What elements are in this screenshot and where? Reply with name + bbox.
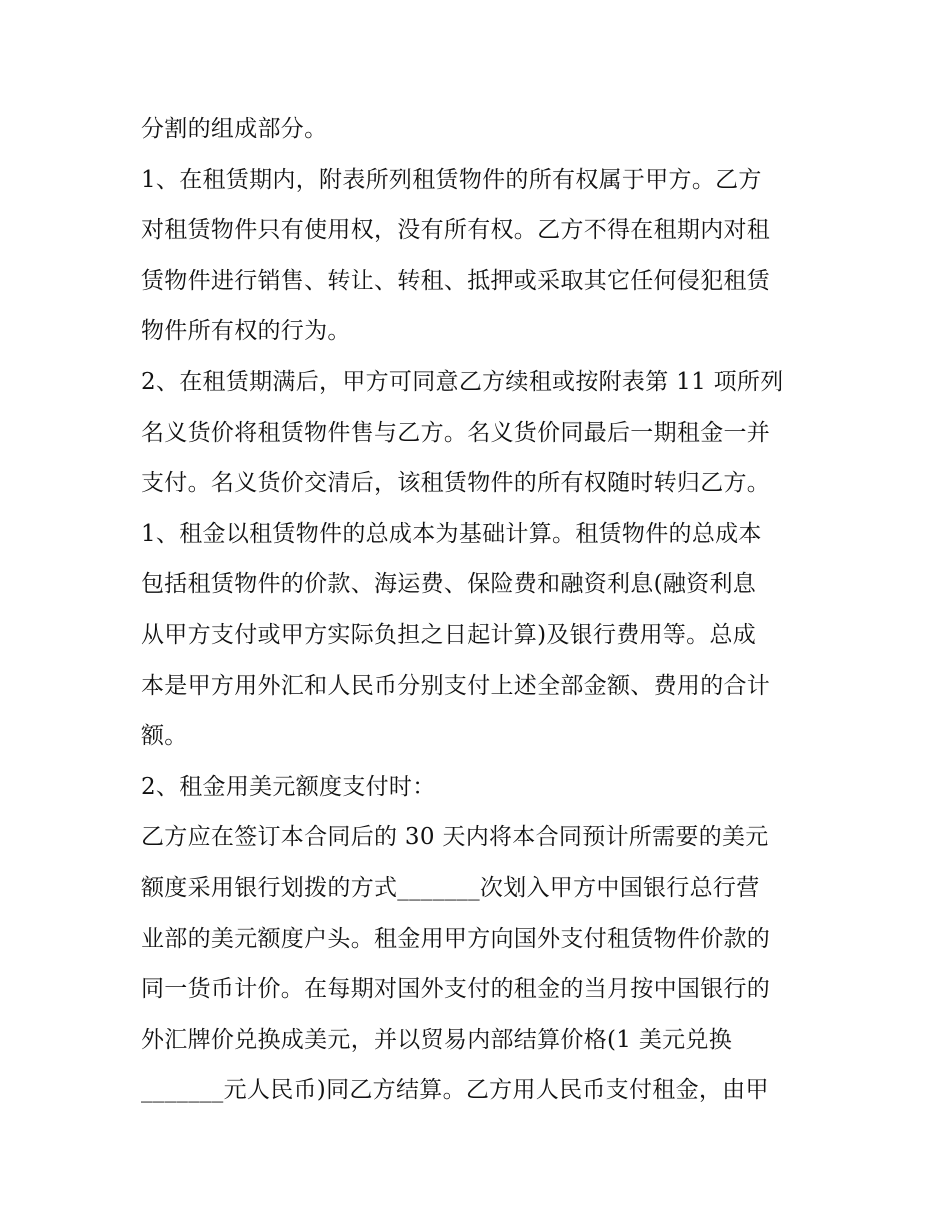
text-line: 分割的组成部分。: [141, 116, 328, 142]
text-line: 对租赁物件只有使用权，没有所有权。乙方不得在租期内对租: [141, 217, 771, 244]
text-line: 名义货价将租赁物件售与乙方。名义货价同最后一期租金一并: [141, 419, 771, 446]
text-line: 2、租金用美元额度支付时：: [141, 773, 436, 800]
text-line: 支付。名义货价交清后，该租赁物件的所有权随时转归乙方。: [141, 470, 771, 497]
text-line: 从甲方支付或甲方实际负担之日起计算)及银行费用等。总成: [141, 621, 757, 648]
text-line: 1、在租赁期内，附表所列租赁物件的所有权属于甲方。乙方: [141, 166, 762, 193]
text-line: 赁物件进行销售、转让、转租、抵押或采取其它任何侵犯租赁: [141, 267, 771, 294]
text-line: 额。: [141, 723, 188, 750]
text-line: 乙方应在签订本合同后的 30 天内将本合同预计所需要的美元: [141, 824, 769, 851]
text-line: 额度采用银行划拨的方式_______次划入甲方中国银行总行营: [141, 874, 760, 901]
text-line: 同一货币计价。在每期对国外支付的租金的当月按中国银行的: [141, 976, 771, 1003]
text-line: 本是甲方用外汇和人民币分别支付上述全部金额、费用的合计: [141, 672, 771, 699]
document-body: [141, 104, 821, 1116]
text-line: 物件所有权的行为。: [141, 318, 351, 345]
text-line: 2、在租赁期满后，甲方可同意乙方续租或按附表第 11 项所列: [141, 368, 784, 395]
text-line: 业部的美元额度户头。租金用甲方向国外支付租赁物件价款的: [141, 925, 771, 952]
text-line: 1、租金以租赁物件的总成本为基础计算。租赁物件的总成本: [141, 520, 762, 547]
text-line: 外汇牌价兑换成美元，并以贸易内部结算价格(1 美元兑换: [141, 1026, 733, 1053]
text-line: 包括租赁物件的价款、海运费、保险费和融资利息(融资利息: [141, 571, 757, 598]
text-line: _______元人民币)同乙方结算。乙方用人民币支付租金，由甲: [141, 1077, 769, 1104]
